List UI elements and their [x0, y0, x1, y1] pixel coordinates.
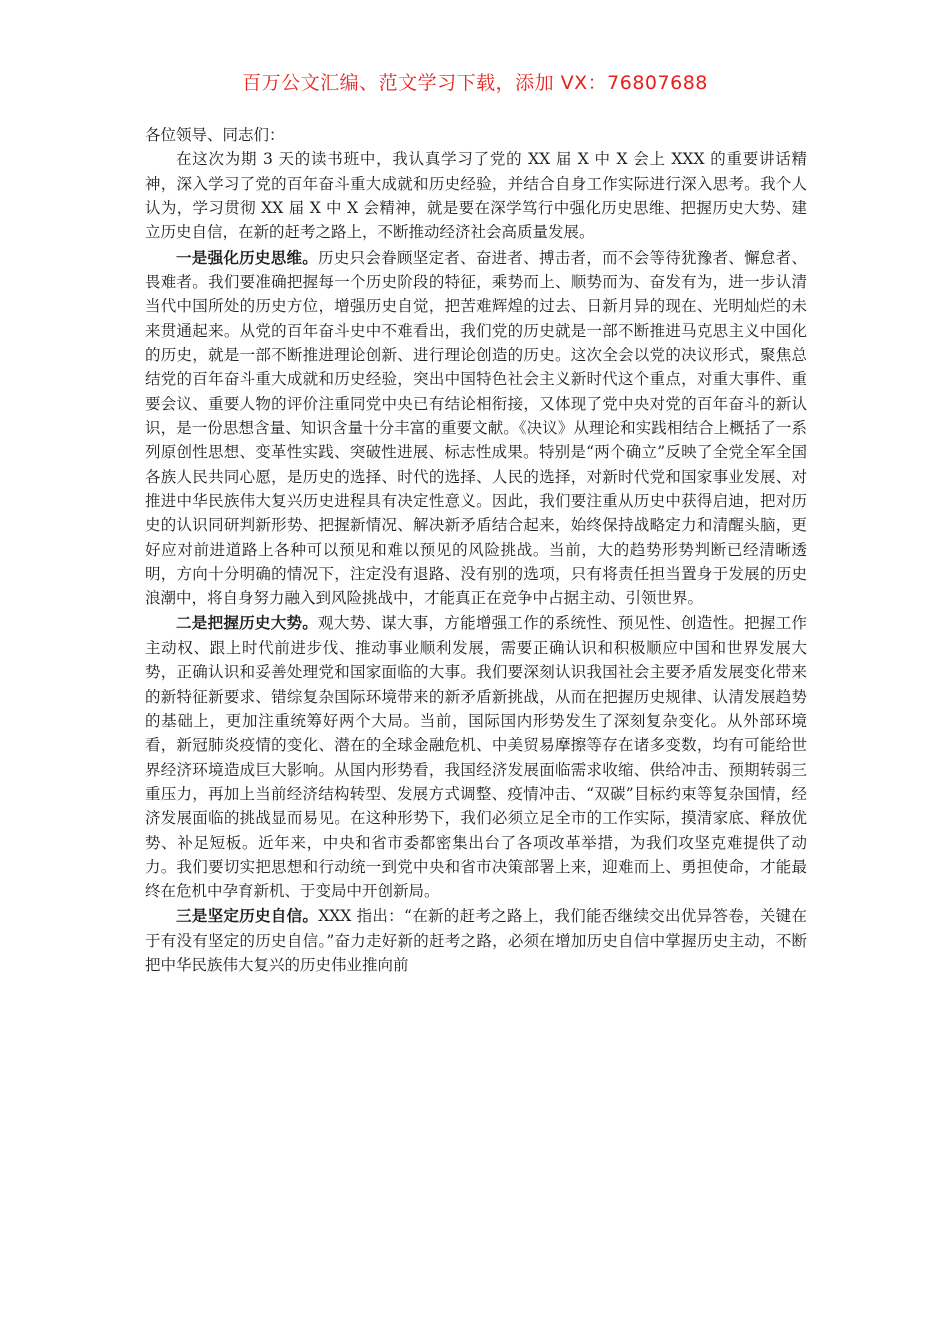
section-1-heading: 一是强化历史思维。 — [176, 248, 319, 267]
section-1-text: 历史只会眷顾坚定者、奋进者、搏击者，而不会等待犹豫者、懈怠者、畏难者。我们要准确把握每一个历史阶段的特征，乘势而上、顺势而为、奋发有为，进一步认清当代中国所处的历史方位，增强历史自觉，把苦难辉煌的过去、日新月异的现在、光明灿烂的未来贯通起来。从党的百年奋斗史中不难看出，我们党的历史就是一部不断推进马克思主义中国化的历史，就是一部不断推进理论创新、进行理论创造的历史。这次全会以党的决议形式，聚焦总结党的百年奋斗重大成就和历史经验，突出中国特色社会主义新时代这个重点，对重大事件、重要会议、重要人物的评价注重同党中央已有结论相衔接，又体现了党中央对党的百年奋斗的新认识，是一份思想含量、知识含量十分丰富的重要文献。《决议》从理论和实践相结合上概括了一系列原创性思想、变革性实践、突破性进展、标志性成果。特别是“两个确立”反映了全党全军全国各族人民共同心愿，是历史的选择、时代的选择、人民的选择，对新时代党和国家事业发展、对推进中华民族伟大复兴历史进程具有决定性意义。因此，我们要注重从历史中获得启迪，把对历史的认识同研判新形势、把握新情况、解决新矛盾结合起来，始终保持战略定力和清醒头脑，更好应对前进道路上各种可以预见和难以预见的风险挑战。当前，大的趋势形势判断已经清晰透明，方向十分明确的情况下，注定没有退路、没有别的选项，只有将责任担当置身于发展的历史浪潮中，将自身努力融入到风险挑战中，才能真正在竞争中占据主动、引领世界。 — [145, 248, 807, 608]
section-3-heading: 三是坚定历史自信。 — [176, 907, 319, 926]
section-2-text: 观大势、谋大事，方能增强工作的系统性、预见性、创造性。把握工作主动权、跟上时代前进步伐、推动事业顺利发展，需要正确认识和积极顺应中国和世界发展大势，正确认识和妥善处理党和国家面临的大事。我们要深刻认识我国社会主要矛盾发展变化带来的新特征新要求、错综复杂国际环境带来的新矛盾新挑战，从而在把握历史规律、认清发展趋势的基础上，更加注重统筹好两个大局。当前，国际国内形势发生了深刻复杂变化。从外部环境看，新冠肺炎疫情的变化、潜在的全球金融危机、中美贸易摩擦等存在诸多变数，均有可能给世界经济环境造成巨大影响。从国内形势看，我国经济发展面临需求收缩、供给冲击、预期转弱三重压力，再加上当前经济结构转型、发展方式调整、疫情冲击、“双碳”目标约束等复杂国情，经济发展面临的挑战显而易见。在这种形势下，我们必须立足全市的工作实际，摸清家底、释放优势、补足短板。近年来，中央和省市委都密集出台了各项改革举措，为我们攻坚克难提供了动力。我们要切实把思想和行动统一到党中央和省市决策部署上来，迎难而上、勇担使命，才能最终在危机中孕育新机、于变局中开创新局。 — [145, 614, 807, 901]
section-3-paragraph — [145, 904, 807, 977]
salutation: 各位领导、同志们： — [145, 126, 285, 144]
document-body — [145, 123, 807, 977]
section-2-heading: 二是把握历史大势。 — [176, 614, 319, 633]
intro-paragraph: 在这次为期 3 天的读书班中，我认真学习了党的 XX 届 X 中 X 会上 XXX 的重要讲话精神，深入学习了党的百年奋斗重大成就和历史经验，并结合自身工作实际进行深入思考。我个人认为，学习贯彻 XX 届 X 中 X 会精神，就是要在深学笃行中强化历史思维、把握历史大势、建立历史自信，在新的赶考之路上，不断推动经济社会高质量发展。 — [145, 150, 807, 242]
section-2-paragraph — [145, 611, 807, 903]
section-1-paragraph — [145, 246, 807, 611]
promo-banner: 百万公文汇编、范文学习下载，添加 VX：76807688 — [242, 72, 708, 94]
section-3-text: XXX 指出：“在新的赶考之路上，我们能否继续交出优异答卷，关键在于有没有坚定的历史自信。”奋力走好新的赶考之路，必须在增加历史自信中掌握历史主动，不断把中华民族伟大复兴的历史伟业推向前 — [145, 907, 807, 975]
